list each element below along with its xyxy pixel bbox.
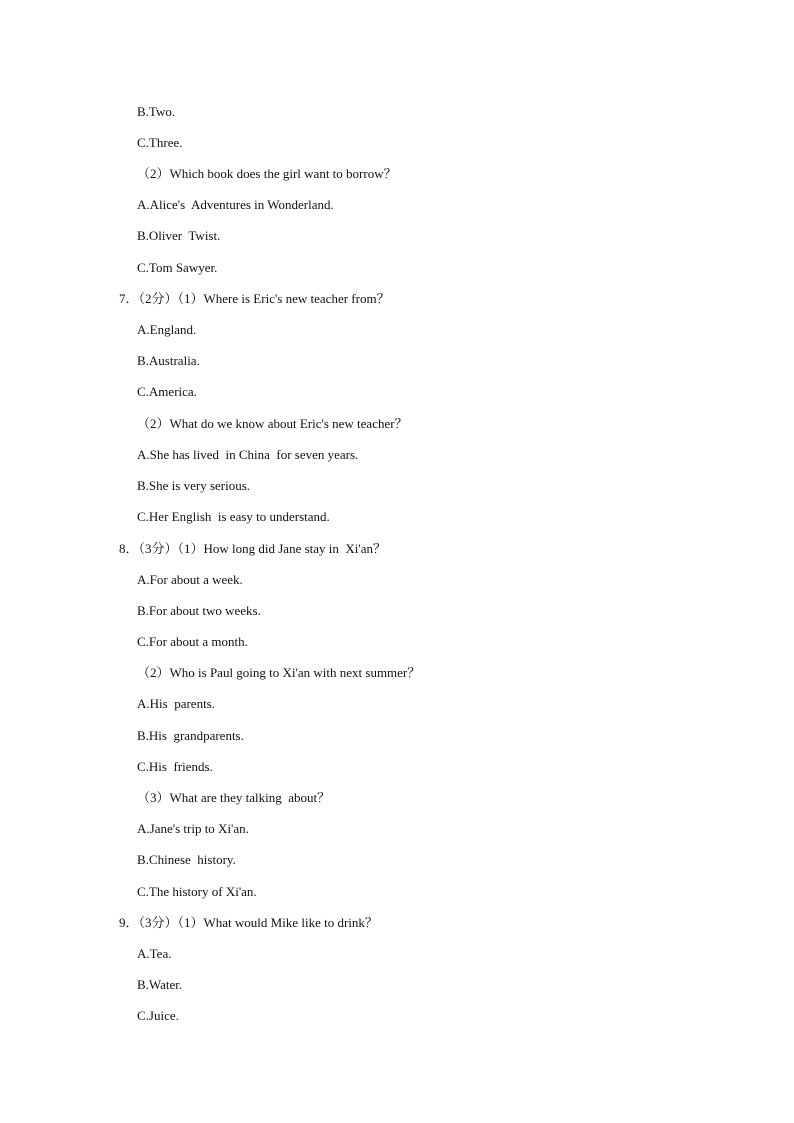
- option-a-about-a-week: A.For about a week.: [137, 572, 243, 587]
- option-c-america: C.America.: [137, 384, 197, 399]
- option-a-alice: A.Alice's Adventures in Wonderland.: [137, 197, 334, 212]
- option-c-english-easy: C.Her English is easy to understand.: [137, 509, 330, 524]
- option-c-three: C.Three.: [137, 135, 183, 150]
- option-b-very-serious: B.She is very serious.: [137, 478, 251, 493]
- option-a-england: A.England.: [137, 322, 197, 337]
- option-b-his-grandparents: B.His grandparents.: [137, 728, 244, 743]
- option-c-his-friends: C.His friends.: [137, 759, 213, 774]
- question-9: 9．（3分）（1）What would Mike like to drink？: [119, 915, 378, 930]
- option-b-australia: B.Australia.: [137, 353, 200, 368]
- option-a-tea: A.Tea.: [137, 946, 172, 961]
- subquestion-8-3: （3）What are they talking about？: [137, 790, 331, 805]
- option-b-chinese-history: B.Chinese history.: [137, 852, 236, 867]
- question-8: 8．（3分）（1）How long did Jane stay in Xi'an？: [119, 541, 387, 556]
- subquestion-7-2: （2）What do we know about Eric's new teacher？: [137, 416, 408, 431]
- option-c-tom-sawyer: C.Tom Sawyer.: [137, 260, 218, 275]
- option-b-water: B.Water.: [137, 977, 183, 992]
- option-a-lived-in-china: A.She has lived in China for seven years.: [137, 447, 359, 462]
- option-b-two-weeks: B.For about two weeks.: [137, 603, 261, 618]
- subquestion-6-2: （2）Which book does the girl want to borrow？: [137, 166, 397, 181]
- subquestion-8-2: （2）Who is Paul going to Xi'an with next summer？: [137, 665, 421, 680]
- question-7: 7．（2分）（1）Where is Eric's new teacher from？: [119, 291, 390, 306]
- option-c-history-of-xian: C.The history of Xi'an.: [137, 884, 257, 899]
- option-c-juice: C.Juice.: [137, 1008, 179, 1023]
- option-c-a-month: C.For about a month.: [137, 634, 248, 649]
- option-a-janes-trip: A.Jane's trip to Xi'an.: [137, 821, 249, 836]
- option-b-two: B.Two.: [137, 104, 176, 119]
- option-a-his-parents: A.His parents.: [137, 696, 215, 711]
- option-b-oliver-twist: B.Oliver Twist.: [137, 228, 221, 243]
